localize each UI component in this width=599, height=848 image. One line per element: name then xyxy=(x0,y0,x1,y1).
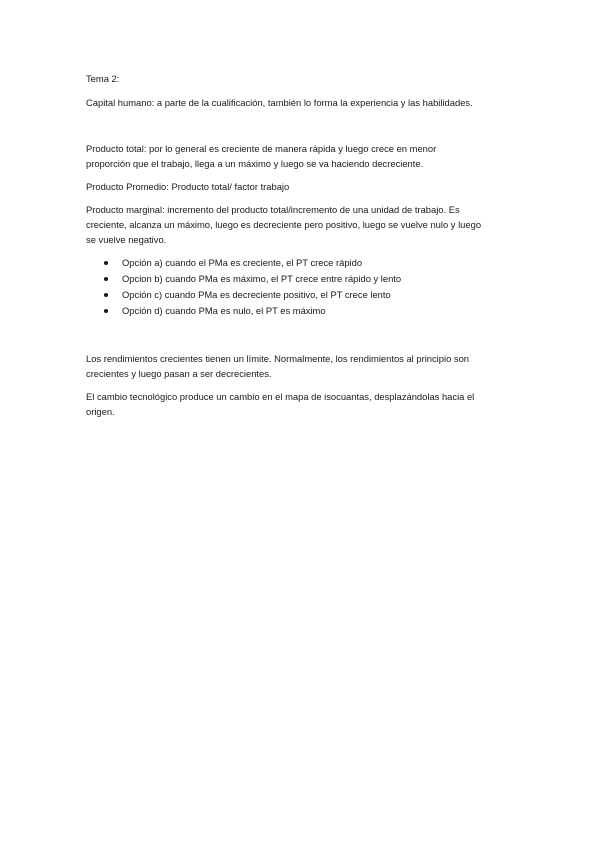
cambio-tecnologico-line: El cambio tecnológico produce un cambio en el mapa de isocuantas, desplazándolas hacia el xyxy=(86,391,475,402)
producto-marginal-paragraph xyxy=(86,202,518,247)
rendimientos-line: crecientes y luego pasan a ser decrecientes. xyxy=(86,368,272,379)
bullet-icon xyxy=(104,277,108,281)
rendimientos-line: Los rendimientos crecientes tienen un límite. Normalmente, los rendimientos al principio son xyxy=(86,353,469,364)
list-item xyxy=(86,303,518,319)
list-item xyxy=(86,255,518,271)
option-text: Opcion b) cuando PMa es máximo, el PT crece entre rápido y lento xyxy=(122,273,402,284)
producto-promedio-paragraph: Producto Promedio: Producto total/ factor trabajo xyxy=(86,181,290,192)
cambio-tecnologico-paragraph xyxy=(86,389,518,419)
page-title: Tema 2: xyxy=(86,73,120,84)
producto-marginal-line: Producto marginal: incremento del producto total/incremento de una unidad de trabajo. Es xyxy=(86,204,460,215)
list-item xyxy=(86,287,518,303)
option-text: Opción c) cuando PMa es decreciente positivo, el PT crece lento xyxy=(122,289,391,300)
producto-marginal-line: se vuelve negativo. xyxy=(86,234,167,245)
bullet-icon xyxy=(104,293,108,297)
option-text: Opción a) cuando el PMa es creciente, el PT crece rápido xyxy=(122,257,363,268)
producto-marginal-line: creciente, alcanza un máximo, luego es decreciente pero positivo, luego se vuelve nulo y luego xyxy=(86,219,482,230)
options-list xyxy=(86,255,518,319)
producto-total-paragraph xyxy=(86,141,518,171)
document-body xyxy=(86,71,518,419)
cambio-tecnologico-line: origen. xyxy=(86,406,115,417)
bullet-icon xyxy=(104,309,108,313)
bullet-icon xyxy=(104,261,108,265)
producto-total-line: Producto total: por lo general es creciente de manera rápida y luego crece en menor xyxy=(86,143,437,154)
rendimientos-paragraph xyxy=(86,351,518,381)
capital-humano-paragraph: Capital humano: a parte de la cualificación, también lo forma la experiencia y las habilidades. xyxy=(86,97,473,108)
list-item xyxy=(86,271,518,287)
option-text: Opción d) cuando PMa es nulo, el PT es máximo xyxy=(122,305,326,316)
producto-total-line: proporción que el trabajo, llega a un máximo y luego se va haciendo decreciente. xyxy=(86,158,424,169)
